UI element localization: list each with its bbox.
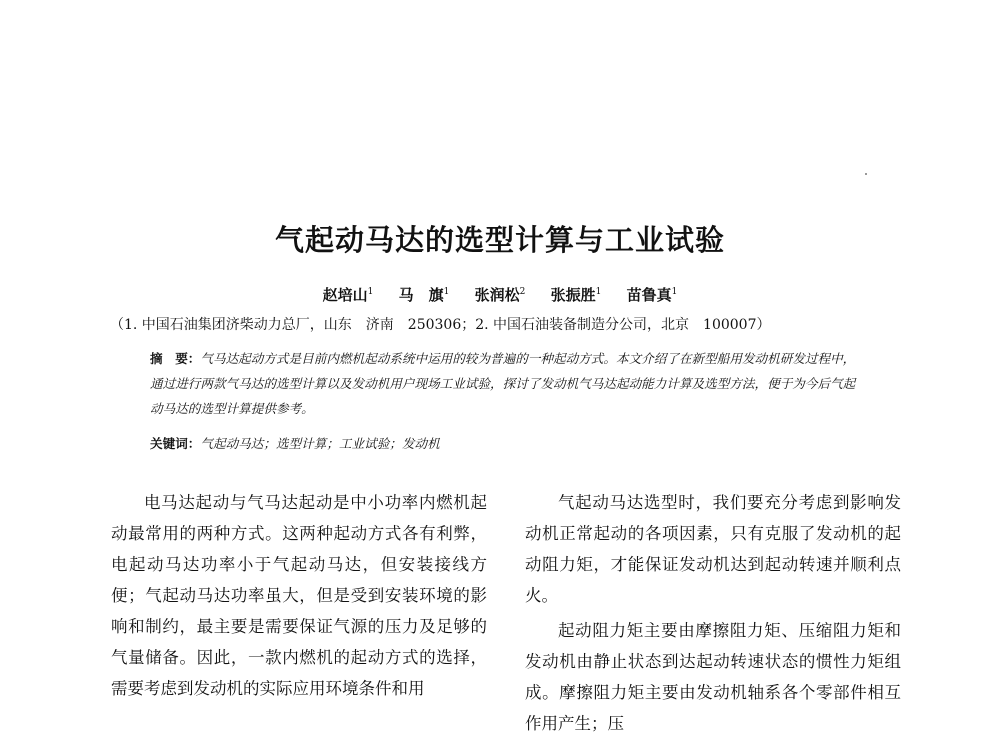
scan-speck	[865, 173, 867, 175]
body-column-left	[111, 487, 487, 704]
body-column-right	[525, 487, 901, 739]
abstract-label: 摘 要：	[150, 351, 201, 366]
author: 张振胜$^1$	[550, 286, 602, 304]
author: 苗鲁真$^1$	[626, 286, 678, 304]
paragraph: 电马达起动与气马达起动是中小功率内燃机起动最常用的两种方式。这两种起动方式各有利弊，电起动马达功率小于气起动马达，但安装接线方便；气起动马达功率虽大，但是受到安装环境的影响和制约，最主要是需要保证气源的压力及足够的气量储备。因此，一款内燃机的起动方式的选择，需要考虑到发动机的实际应用环境条件和用	[111, 493, 487, 698]
author: 张润松$^2$	[474, 286, 526, 304]
keywords-text: 气起动马达；选型计算；工业试验；发动机	[200, 436, 440, 451]
paper-title: 气起动马达的选型计算与工业试验	[274, 223, 725, 257]
author: 赵培山$^1$	[322, 286, 374, 304]
keywords	[150, 433, 865, 452]
affiliation: （1. 中国石油集团济柴动力总厂，山东 济南 250306；2. 中国石油装备制造分公司，北京 100007）	[110, 317, 771, 333]
abstract	[150, 346, 865, 421]
abstract-text: 气马达起动方式是目前内燃机起动系统中运用的较为普遍的一种起动方式。本文介绍了在新型船用发动机研发过程中，通过进行两款气马达的选型计算以及发动机用户现场工业试验，探讨了发动机气马达起动能力计算及选型方法，便于为今后气起动马达的选型计算提供参考。	[150, 351, 856, 416]
keywords-label: 关键词：	[150, 436, 201, 451]
paragraph: 起动阻力矩主要由摩擦阻力矩、压缩阻力矩和发动机由静止状态到达起动转速状态的惯性力矩组成。摩擦阻力矩主要由发动机轴系各个零部件相互作用产生；压	[525, 621, 901, 733]
author: 马 旗$^1$	[398, 286, 450, 304]
author-list	[0, 284, 1000, 305]
paragraph: 气起动马达选型时，我们要充分考虑到影响发动机正常起动的各项因素，只有克服了发动机的起动阻力矩，才能保证发动机达到起动转速并顺利点火。	[525, 493, 901, 605]
